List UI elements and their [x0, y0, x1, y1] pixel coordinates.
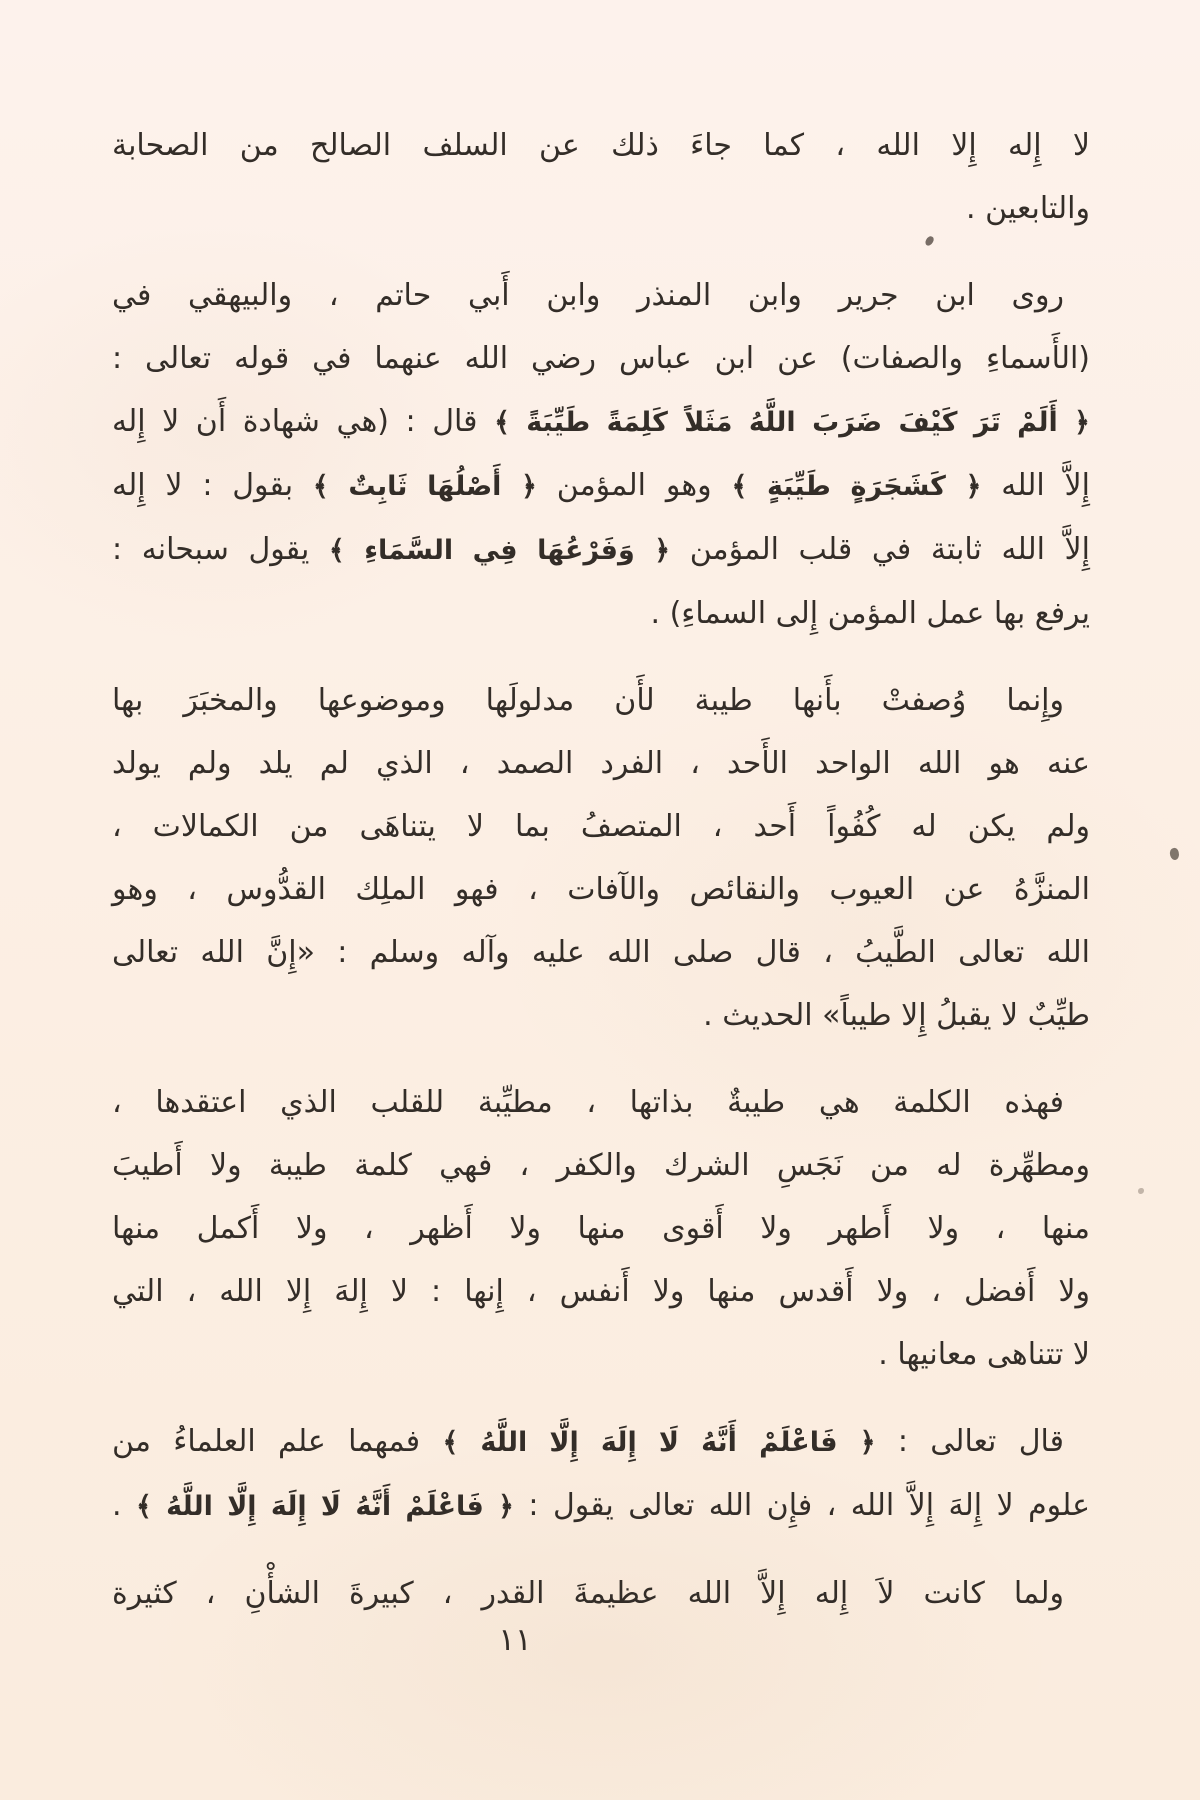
text-line: روى ابن جرير وابن المنذر وابن أَبي حاتم ، والبيهقي في: [112, 278, 1064, 313]
text-line: علوم لا إِلهَ إِلاَّ الله ، فإِن الله تعالى يقول : ﴿ فَاعْلَمْ أَنَّهُ لَا إِلَهَ إِلَّا اللَّهُ ﴾ .: [112, 1488, 1090, 1523]
text-block: [112, 114, 1090, 1649]
text-line: ولم يكن له كُفُواً أَحد ، المتصفُ بما لا يتناهَى من الكمالات ،: [112, 809, 1090, 844]
text-line: قال تعالى : ﴿ فَاعْلَمْ أَنَّهُ لَا إِلَهَ إِلَّا اللَّهُ ﴾ فمهما علم العلماءُ من: [112, 1424, 1064, 1459]
text-line: لا إِله إِلا الله ، كما جاءَ ذلك عن السلف الصالح من الصحابة: [112, 128, 1090, 163]
paragraph: [112, 669, 1090, 1047]
text-line: منها ، ولا أَطهر ولا أَقوى منها ولا أَظهر ، ولا أَكمل منها: [112, 1211, 1090, 1246]
text-line: ولما كانت لاَ إِله إِلاَّ الله عظيمةَ القدر ، كبيرةَ الشأْنِ ، كثيرة: [112, 1576, 1064, 1611]
paragraph: [112, 1562, 1090, 1625]
paragraph: [112, 264, 1090, 645]
text-line: ولا أَفضل ، ولا أَقدس منها ولا أَنفس ، إِنها : لا إِلهَ إِلا الله ، التي: [112, 1274, 1090, 1309]
text-line: (الأَسماءِ والصفات) عن ابن عباس رضي الله عنهما في قوله تعالى :: [112, 341, 1090, 376]
text-line: طيِّبٌ لا يقبلُ إِلا طيباً» الحديث .: [703, 998, 1090, 1033]
paragraph: [112, 114, 1090, 240]
text-line: الله تعالى الطَّيبُ ، قال صلى الله عليه وآله وسلم : «إِنَّ الله تعالى: [112, 935, 1090, 970]
text-line: ومطهِّرة له من نَجَسِ الشرك والكفر ، فهي كلمة طيبة ولا أَطيبَ: [112, 1148, 1090, 1183]
text-line: وإِنما وُصفتْ بأَنها طيبة لأَن مدلولَها وموضوعها والمخبَرَ بها: [112, 683, 1064, 718]
text-line: والتابعين .: [966, 191, 1090, 226]
text-line: يرفع بها عمل المؤمن إِلى السماءِ) .: [650, 596, 1090, 631]
text-line: إِلاَّ الله ثابتة في قلب المؤمن ﴿ وَفَرْعُهَا فِي السَّمَاءِ ﴾ يقول سبحانه :: [112, 532, 1091, 567]
text-line: لا تتناهى معانيها .: [878, 1337, 1090, 1372]
text-line: إِلاَّ الله ﴿ كَشَجَرَةٍ طَيِّبَةٍ ﴾ وهو المؤمن ﴿ أَصْلُهَا ثَابِتٌ ﴾ بقول : لا إِله: [112, 468, 1090, 503]
text-line: فهذه الكلمة هي طيبةٌ بذاتها ، مطيِّبة للقلب الذي اعتقدها ،: [112, 1085, 1064, 1120]
text-line: عنه هو الله الواحد الأَحد ، الفرد الصمد ، الذي لم يلد ولم يولد: [112, 746, 1090, 781]
paragraph: [112, 1071, 1090, 1386]
text-line: ﴿ أَلَمْ تَرَ كَيْفَ ضَرَبَ اللَّهُ مَثَلاً كَلِمَةً طَيِّبَةً ﴾ قال : (هي شهادة أَن لا إِله: [112, 404, 1090, 439]
page-number: ١١: [498, 1622, 532, 1658]
scan-speck: [1169, 847, 1181, 861]
scan-speck: [1138, 1188, 1144, 1194]
text-line: المنزَّهُ عن العيوب والنقائص والآفات ، فهو الملِك القدُّوس ، وهو: [112, 872, 1090, 907]
paragraph: [112, 1410, 1090, 1538]
